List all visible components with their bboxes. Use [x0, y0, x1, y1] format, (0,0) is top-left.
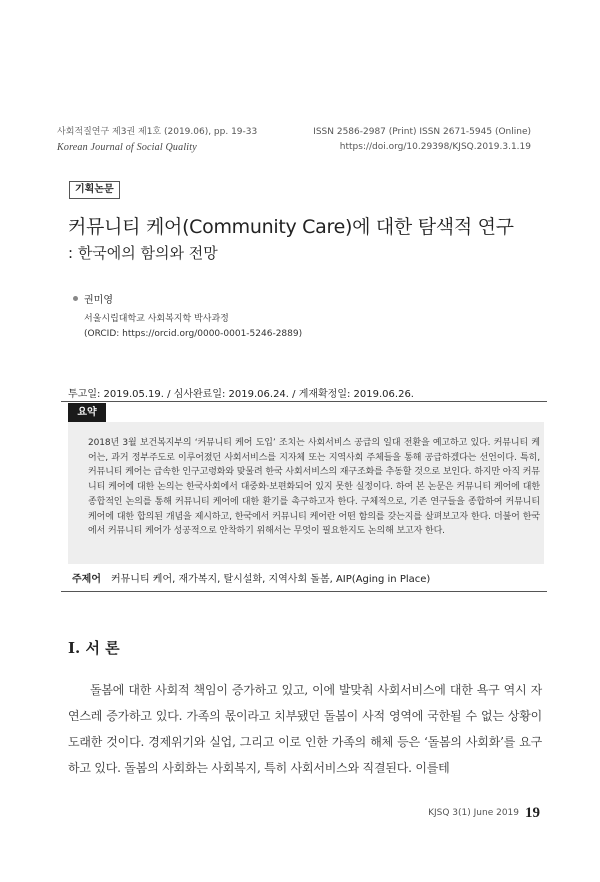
section-heading: Ⅰ. 서 론 — [68, 639, 120, 657]
page-number: 19 — [525, 805, 540, 821]
article-category-tag: 기획논문 — [69, 181, 120, 199]
keywords-label: 주제어 — [72, 574, 101, 585]
journal-issue-info: 사회적질연구 제3권 제1호 (2019.06), pp. 19-33 — [57, 127, 258, 137]
author-bullet-icon — [73, 296, 78, 301]
journal-identifiers — [313, 125, 531, 155]
body-paragraph: 돌봄에 대한 사회적 책임이 증가하고 있고, 이에 발맞춰 사회서비스에 대한 욕구 역시 자연스레 증가하고 있다. 가족의 몫이라고 치부됐던 돌봄이 사적 영역에 국한될 수 없는 상황이 도래한 것이다. 경제위기와 실업, 그리고 이로 인한 가족의 해체 등은 ‘돌봄의 사회화’를 요구하고 있다. 돌봄의 사회화는 사회복지, 특히 사회서비스와 직결된다. 이를테 — [68, 683, 542, 775]
body-text — [68, 677, 542, 781]
abstract-top-rule — [61, 401, 547, 402]
submission-dates: 투고일: 2019.05.19. / 심사완료일: 2019.06.24. / 게재확정일: 2019.06.26. — [68, 389, 414, 400]
abstract-bottom-rule — [61, 591, 547, 592]
journal-english-name: Korean Journal of Social Quality — [57, 142, 197, 153]
journal-header — [57, 125, 257, 155]
keywords — [72, 570, 430, 585]
doi-link[interactable]: https://doi.org/10.29398/KJSQ.2019.3.1.19 — [339, 142, 531, 152]
footer-journal: KJSQ 3(1) June 2019 — [428, 808, 519, 818]
article-title: 커뮤니티 케어(Community Care)에 대한 탐색적 연구 — [68, 216, 514, 238]
issn: ISSN 2586-2987 (Print) ISSN 2671-5945 (Online) — [313, 127, 531, 137]
keywords-list: 커뮤니티 케어, 재가복지, 탈시설화, 지역사회 돌봄, AIP(Aging in Place) — [110, 574, 431, 585]
abstract-text: 2018년 3월 보건복지부의 ‘커뮤니티 케어 도입’ 조치는 사회서비스 공급의 일대 전환을 예고하고 있다. 커뮤니티 케어는, 과거 정부주도로 이루어졌던 사회서비스를 지자체 또는 지역사회 주체들을 통해 공급하겠다는 선언이다. 특히, 커뮤니티 케어는 급속한 인구고령화와 맞물려 한국 사회서비스의 재구조화를 추동할 것으로 보인다. 하지만 아직 커뮤니티 케어에 대한 논의는 한국사회에서 대중화·보편화되어 있지 못한 실정이다. 하여 본 논문은 커뮤니티 케어에 대한 종합적인 논의를 통해 커뮤니티 케어에 대한 환기를 촉구하고자 한다. 구체적으로, 기존 연구들을 종합하여 커뮤니티 케어에 대한 합의된 개념을 제시하고, 한국에서 커뮤니티 케어란 어떤 함의를 갖는지를 살펴보고자 한다. 더불어 한국에서 커뮤니티 케어가 성공적으로 안착하기 위해서는 무엇이 필요한지도 논의해 보고자 한다. — [88, 438, 540, 537]
article-subtitle: : 한국에의 함의와 전망 — [68, 244, 218, 262]
abstract-label: 요약 — [68, 403, 106, 422]
author-name: 권미영 — [84, 295, 113, 306]
author-affiliation: 서울시립대학교 사회복지학 박사과정 — [84, 314, 229, 324]
page-footer — [428, 805, 540, 822]
author-orcid[interactable]: (ORCID: https://orcid.org/0000-0001-5246-2889) — [84, 329, 303, 339]
